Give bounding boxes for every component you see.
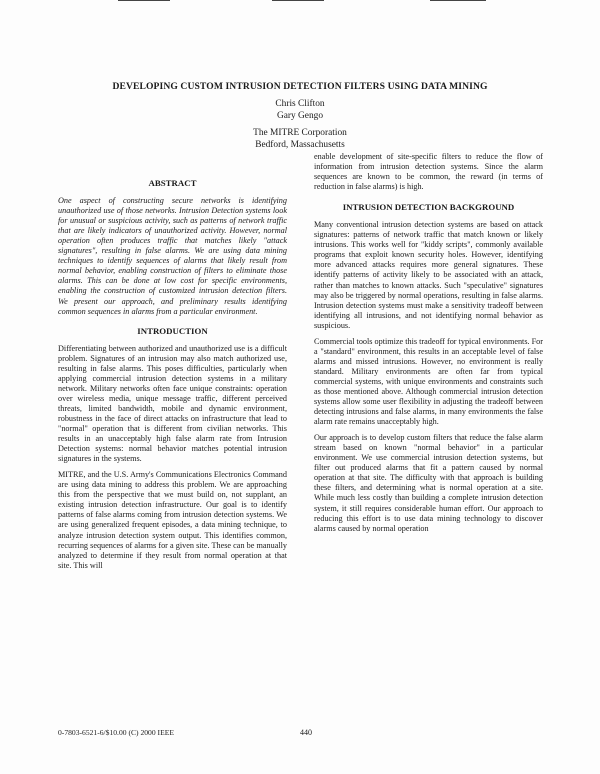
left-column	[58, 178, 287, 571]
author-name: Chris Clifton	[275, 99, 325, 109]
right-column	[314, 152, 543, 534]
location: Bedford, Massachusetts	[255, 139, 345, 150]
top-rule-center	[272, 0, 324, 1]
top-rule-left	[118, 0, 170, 1]
background-paragraph: Commercial tools optimize this tradeoff for typical environments. For a "standard" environment, this results in an acceptable level of false alarms and missed intrusions. However, no environment is really standard. Military environments are often far from typical commercial systems, with unique environments and constraints such as those mentioned above. Although commercial intrusion detection systems allow some user flexibility in adjusting the tradeoff between detecting intrusions and false alarms, in many environments the false alarm rate remains unacceptably high.	[314, 336, 543, 427]
introduction-paragraph: Differentiating between authorized and unauthorized use is a difficult problem. Signatures of an intrusion may also match authorized use, resulting in false alarms. This poses difficulties, particularly when applying commercial intrusion detection systems in a military network. Military networks often face unique constraints: operation over wireless media, unique message traffic, different perceived threats, limited bandwidth, mobile and dynamic environment, robustness in the face of direct attacks on infrastructure that lead to "normal" operation that is different from civilian networks. This results in an unacceptably high false alarm rate from Intrusion Detection systems: normal behavior matches potential intrusion signatures in the systems.	[58, 343, 287, 464]
introduction-heading: INTRODUCTION	[137, 325, 208, 336]
copyright-notice: 0-7803-6521-6/$10.00 (C) 2000 IEEE	[58, 728, 174, 737]
introduction-paragraph: MITRE, and the U.S. Army's Communications Electronics Command are using data mining to address this problem. We are approaching this from the perspective that we must build on, not supplant, an existing intrusion detection infrastructure. Our goal is to identify patterns of false alarms coming from intrusion detection systems. We are using generalized frequent episodes, a data mining technique, to analyze intrusion detection system output. This identifies common, recurring sequences of alarms for a given site. These can be manually analyzed to determine if they result from normal operation at that site. This will	[58, 470, 287, 570]
paper-title: DEVELOPING CUSTOM INTRUSION DETECTION FILTERS USING DATA MINING	[112, 81, 488, 92]
continued-paragraph: enable development of site-specific filters to reduce the flow of information from intrusion detection systems. Since the alarm sequences are known to be common, the reward (in terms of reduction in false alarms) is high.	[314, 152, 543, 192]
background-paragraph: Many conventional intrusion detection systems are based on attack signatures: patterns of network traffic that match known or likely intrusions. This works well for "kiddy scripts", commonly available programs that exploit known security holes. However, identifying more advanced attacks requires more general signatures. These identify patterns of activity likely to be associated with an attack, rather than matches to known attacks. Such "speculative" signatures may also be triggered by normal operations, resulting in false alarms. Intrusion detection systems must make a sensitivity tradeoff between identifying all intrusions, and not identifying normal behavior as suspicious.	[314, 220, 543, 330]
abstract-text: One aspect of constructing secure networks is identifying unauthorized use of those networks. Intrusion Detection systems look for unusual or suspicious activity, such as patterns of network traffic that are likely indicators of unauthorized activity. However, normal operation often produces traffic that matches likely "attack signatures", resulting in false alarms. We are using data mining techniques to identify sequences of alarms that likely result from normal behavior, enabling construction of filters to eliminate those alarms. This can be done at low cost for specific environments, enabling the construction of customized intrusion detection filters. We present our approach, and preliminary results identifying common sequences in alarms from a particular environment.	[58, 196, 287, 316]
background-heading: INTRUSION DETECTION BACKGROUND	[342, 202, 515, 213]
top-rule-right	[430, 0, 486, 1]
page-number: 440	[300, 728, 312, 737]
author-name: Gary Gengo	[276, 110, 324, 121]
background-paragraph: Our approach is to develop custom filters that reduce the false alarm stream based on known "normal behavior" in a particular environment. We use commercial intrusion detection systems, but filter out produced alarms that fit a pattern caused by normal operation at that site. The difficulty with that approach is building these filters, and determining what is normal operation at a site. While much less costly than building a complete intrusion detection system, it still requires considerable human effort. Our approach to reducing this effort is to use data mining technology to discover alarms caused by normal operation	[314, 433, 543, 533]
affiliation: The MITRE Corporation	[253, 128, 347, 138]
abstract-heading: ABSTRACT	[148, 178, 197, 188]
author-block	[150, 99, 450, 151]
